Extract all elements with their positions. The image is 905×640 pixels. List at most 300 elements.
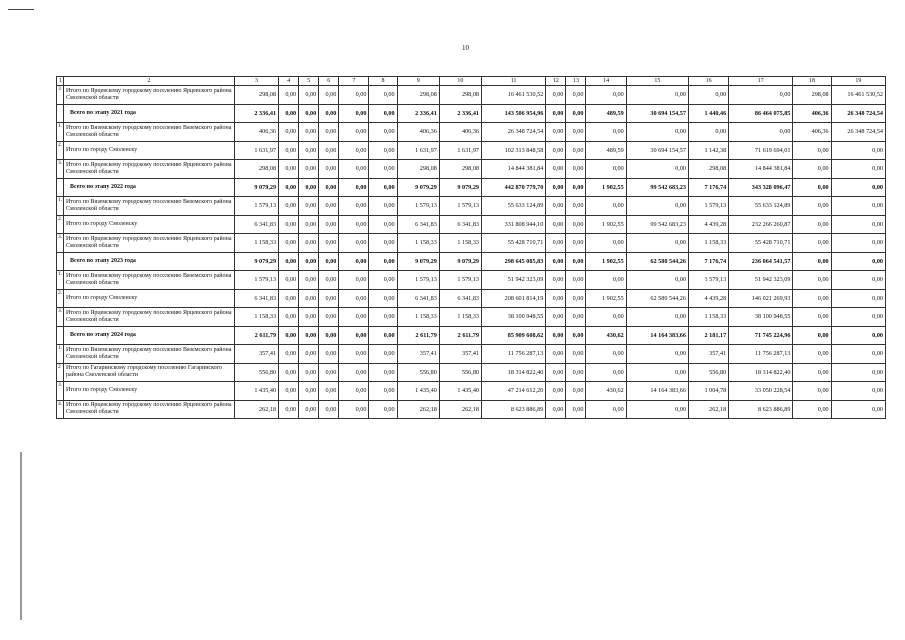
value-cell: 26 348 724,54 bbox=[831, 123, 885, 142]
value-cell: 0,00 bbox=[319, 326, 339, 345]
value-cell: 1 902,55 bbox=[586, 289, 626, 308]
value-cell: 0,00 bbox=[319, 400, 339, 419]
row-number: 3. bbox=[57, 234, 64, 253]
value-cell: 0,00 bbox=[586, 271, 626, 290]
value-cell: 556,80 bbox=[234, 363, 278, 382]
value-cell: 0,00 bbox=[566, 289, 586, 308]
value-cell: 0,00 bbox=[546, 400, 566, 419]
value-cell: 489,59 bbox=[586, 104, 626, 123]
value-cell: 0,00 bbox=[299, 197, 319, 216]
table-row bbox=[57, 197, 886, 216]
value-cell: 0,00 bbox=[369, 215, 397, 234]
value-cell: 0,00 bbox=[279, 400, 299, 419]
table-row bbox=[57, 289, 886, 308]
value-cell: 0,00 bbox=[279, 289, 299, 308]
header-cell: 4 bbox=[279, 77, 299, 86]
row-label: Итого по Вяземскому городскому поселению Вяземского района Смоленской области bbox=[64, 271, 235, 290]
row-number: 3. bbox=[57, 382, 64, 401]
header-cell: 3 bbox=[234, 77, 278, 86]
value-cell: 0,00 bbox=[831, 382, 885, 401]
value-cell: 0,00 bbox=[299, 382, 319, 401]
value-cell: 0,00 bbox=[319, 363, 339, 382]
table-row bbox=[57, 160, 886, 179]
value-cell: 0,00 bbox=[566, 178, 586, 197]
value-cell: 0,00 bbox=[369, 326, 397, 345]
header-cell: 5 bbox=[299, 77, 319, 86]
row-number: 3 bbox=[57, 86, 64, 105]
value-cell: 0,00 bbox=[793, 326, 831, 345]
value-cell: 0,00 bbox=[339, 326, 369, 345]
value-cell: 0,00 bbox=[566, 363, 586, 382]
value-cell: 357,41 bbox=[439, 345, 481, 364]
value-cell: 71 619 694,01 bbox=[729, 141, 793, 160]
header-cell: 13 bbox=[566, 77, 586, 86]
value-cell: 1 579,13 bbox=[234, 271, 278, 290]
value-cell: 30 694 154,57 bbox=[626, 104, 688, 123]
value-cell: 0,00 bbox=[299, 104, 319, 123]
value-cell: 406,36 bbox=[234, 123, 278, 142]
row-label: Итого по городу Смоленску bbox=[64, 289, 235, 308]
value-cell: 0,00 bbox=[793, 308, 831, 327]
value-cell: 0,00 bbox=[369, 308, 397, 327]
value-cell: 0,00 bbox=[729, 123, 793, 142]
value-cell: 0,00 bbox=[339, 197, 369, 216]
value-cell: 0,00 bbox=[339, 141, 369, 160]
value-cell: 0,00 bbox=[546, 86, 566, 105]
value-cell: 0,00 bbox=[626, 123, 688, 142]
stage-total-row bbox=[57, 178, 886, 197]
row-label: Итого по Ярцевскому городскому поселению Ярцевского района Смоленской области bbox=[64, 86, 235, 105]
value-cell: 0,00 bbox=[566, 252, 586, 271]
value-cell: 51 942 323,09 bbox=[729, 271, 793, 290]
value-cell: 0,00 bbox=[793, 271, 831, 290]
value-cell: 0,00 bbox=[546, 345, 566, 364]
value-cell: 0,00 bbox=[688, 123, 728, 142]
value-cell: 556,80 bbox=[439, 363, 481, 382]
value-cell: 262,18 bbox=[439, 400, 481, 419]
value-cell: 0,00 bbox=[546, 215, 566, 234]
value-cell: 0,00 bbox=[299, 345, 319, 364]
value-cell: 1 902,55 bbox=[586, 178, 626, 197]
row-number: 2. bbox=[57, 141, 64, 160]
value-cell: 6 341,83 bbox=[439, 215, 481, 234]
value-cell: 1 579,13 bbox=[439, 271, 481, 290]
value-cell: 0,00 bbox=[546, 197, 566, 216]
value-cell: 0,00 bbox=[793, 234, 831, 253]
row-number: 2. bbox=[57, 289, 64, 308]
table-row bbox=[57, 271, 886, 290]
row-label: Итого по Ярцевскому городскому поселению Ярцевского района Смоленской области bbox=[64, 308, 235, 327]
header-cell: 9 bbox=[397, 77, 439, 86]
value-cell: 0,00 bbox=[546, 252, 566, 271]
value-cell: 0,00 bbox=[546, 326, 566, 345]
value-cell: 0,00 bbox=[546, 104, 566, 123]
value-cell: 0,00 bbox=[793, 252, 831, 271]
value-cell: 406,36 bbox=[397, 123, 439, 142]
value-cell: 0,00 bbox=[299, 326, 319, 345]
value-cell: 0,00 bbox=[339, 104, 369, 123]
row-number: 1. bbox=[57, 123, 64, 142]
value-cell: 55 633 124,89 bbox=[482, 197, 546, 216]
table-row bbox=[57, 363, 886, 382]
row-number bbox=[57, 178, 64, 197]
header-cell: 12 bbox=[546, 77, 566, 86]
value-cell: 9 079,29 bbox=[234, 252, 278, 271]
value-cell: 14 844 381,84 bbox=[729, 160, 793, 179]
header-cell: 15 bbox=[626, 77, 688, 86]
value-cell: 298,08 bbox=[234, 160, 278, 179]
value-cell: 0,00 bbox=[566, 382, 586, 401]
value-cell: 0,00 bbox=[546, 289, 566, 308]
value-cell: 143 506 954,96 bbox=[482, 104, 546, 123]
value-cell: 102 313 848,58 bbox=[482, 141, 546, 160]
table-row bbox=[57, 123, 886, 142]
row-number: 1. bbox=[57, 271, 64, 290]
value-cell: 0,00 bbox=[279, 123, 299, 142]
row-number bbox=[57, 252, 64, 271]
value-cell: 406,36 bbox=[439, 123, 481, 142]
value-cell: 0,00 bbox=[566, 86, 586, 105]
value-cell: 0,00 bbox=[626, 308, 688, 327]
value-cell: 146 021 269,93 bbox=[729, 289, 793, 308]
value-cell: 0,00 bbox=[586, 123, 626, 142]
value-cell: 0,00 bbox=[566, 271, 586, 290]
value-cell: 0,00 bbox=[369, 234, 397, 253]
value-cell: 0,00 bbox=[279, 308, 299, 327]
value-cell: 7 176,74 bbox=[688, 252, 728, 271]
value-cell: 0,00 bbox=[546, 382, 566, 401]
value-cell: 1 902,55 bbox=[586, 252, 626, 271]
value-cell: 1 004,78 bbox=[688, 382, 728, 401]
header-cell: 14 bbox=[586, 77, 626, 86]
value-cell: 0,00 bbox=[319, 86, 339, 105]
value-cell: 0,00 bbox=[586, 160, 626, 179]
value-cell: 55 633 124,89 bbox=[729, 197, 793, 216]
value-cell: 556,80 bbox=[688, 363, 728, 382]
row-label: Всего по этапу 2024 года bbox=[64, 326, 235, 345]
value-cell: 0,00 bbox=[299, 271, 319, 290]
value-cell: 1 158,33 bbox=[439, 308, 481, 327]
value-cell: 11 756 287,13 bbox=[729, 345, 793, 364]
value-cell: 1 158,33 bbox=[234, 308, 278, 327]
value-cell: 0,00 bbox=[319, 252, 339, 271]
value-cell: 2 611,79 bbox=[439, 326, 481, 345]
value-cell: 0,00 bbox=[339, 382, 369, 401]
value-cell: 1 440,46 bbox=[688, 104, 728, 123]
header-cell: 6 bbox=[319, 77, 339, 86]
value-cell: 0,00 bbox=[831, 308, 885, 327]
value-cell: 0,00 bbox=[566, 123, 586, 142]
value-cell: 1 142,38 bbox=[688, 141, 728, 160]
value-cell: 6 341,83 bbox=[234, 289, 278, 308]
value-cell: 262,18 bbox=[397, 400, 439, 419]
value-cell: 0,00 bbox=[299, 141, 319, 160]
value-cell: 1 579,13 bbox=[397, 271, 439, 290]
value-cell: 71 745 224,96 bbox=[729, 326, 793, 345]
value-cell: 357,41 bbox=[688, 345, 728, 364]
value-cell: 0,00 bbox=[319, 345, 339, 364]
value-cell: 406,36 bbox=[793, 104, 831, 123]
value-cell: 236 064 541,57 bbox=[729, 252, 793, 271]
value-cell: 0,00 bbox=[319, 271, 339, 290]
value-cell: 4 439,28 bbox=[688, 215, 728, 234]
value-cell: 0,00 bbox=[626, 160, 688, 179]
value-cell: 0,00 bbox=[793, 289, 831, 308]
value-cell: 0,00 bbox=[319, 289, 339, 308]
value-cell: 0,00 bbox=[546, 363, 566, 382]
value-cell: 85 909 608,62 bbox=[482, 326, 546, 345]
header-row bbox=[57, 77, 886, 86]
value-cell: 262,18 bbox=[688, 400, 728, 419]
value-cell: 18 314 822,40 bbox=[729, 363, 793, 382]
value-cell: 0,00 bbox=[566, 326, 586, 345]
value-cell: 99 542 683,23 bbox=[626, 178, 688, 197]
value-cell: 0,00 bbox=[299, 400, 319, 419]
value-cell: 38 100 948,55 bbox=[729, 308, 793, 327]
value-cell: 0,00 bbox=[369, 289, 397, 308]
value-cell: 0,00 bbox=[339, 345, 369, 364]
value-cell: 0,00 bbox=[339, 271, 369, 290]
value-cell: 0,00 bbox=[299, 123, 319, 142]
value-cell: 16 461 530,52 bbox=[831, 86, 885, 105]
header-cell: 17 bbox=[729, 77, 793, 86]
value-cell: 0,00 bbox=[566, 197, 586, 216]
row-label: Итого по Ярцевскому городскому поселению Ярцевского района Смоленской области bbox=[64, 400, 235, 419]
data-table bbox=[56, 76, 886, 419]
value-cell: 14 164 383,66 bbox=[626, 326, 688, 345]
value-cell: 0,00 bbox=[566, 215, 586, 234]
row-number bbox=[57, 104, 64, 123]
value-cell: 208 601 814,19 bbox=[482, 289, 546, 308]
header-cell: 10 bbox=[439, 77, 481, 86]
value-cell: 99 542 683,23 bbox=[626, 215, 688, 234]
stage-total-row bbox=[57, 326, 886, 345]
value-cell: 0,00 bbox=[299, 160, 319, 179]
value-cell: 0,00 bbox=[688, 86, 728, 105]
value-cell: 0,00 bbox=[369, 382, 397, 401]
row-label: Всего по этапу 2023 года bbox=[64, 252, 235, 271]
value-cell: 7 176,74 bbox=[688, 178, 728, 197]
value-cell: 0,00 bbox=[831, 178, 885, 197]
value-cell: 0,00 bbox=[369, 363, 397, 382]
value-cell: 0,00 bbox=[626, 271, 688, 290]
value-cell: 0,00 bbox=[339, 308, 369, 327]
value-cell: 0,00 bbox=[566, 400, 586, 419]
value-cell: 0,00 bbox=[279, 363, 299, 382]
value-cell: 0,00 bbox=[369, 86, 397, 105]
value-cell: 1 435,40 bbox=[234, 382, 278, 401]
value-cell: 0,00 bbox=[793, 400, 831, 419]
value-cell: 0,00 bbox=[369, 104, 397, 123]
row-number: 4. bbox=[57, 400, 64, 419]
value-cell: 0,00 bbox=[319, 234, 339, 253]
value-cell: 6 341,83 bbox=[439, 289, 481, 308]
header-cell: 16 bbox=[688, 77, 728, 86]
value-cell: 0,00 bbox=[319, 197, 339, 216]
value-cell: 55 428 710,71 bbox=[729, 234, 793, 253]
value-cell: 0,00 bbox=[626, 363, 688, 382]
value-cell: 442 870 779,70 bbox=[482, 178, 546, 197]
value-cell: 0,00 bbox=[319, 123, 339, 142]
value-cell: 1 902,55 bbox=[586, 215, 626, 234]
table-row bbox=[57, 400, 886, 419]
value-cell: 0,00 bbox=[369, 123, 397, 142]
value-cell: 18 314 822,40 bbox=[482, 363, 546, 382]
value-cell: 1 158,33 bbox=[439, 234, 481, 253]
value-cell: 8 623 886,89 bbox=[482, 400, 546, 419]
header-cell: 8 bbox=[369, 77, 397, 86]
value-cell: 0,00 bbox=[546, 271, 566, 290]
value-cell: 0,00 bbox=[279, 178, 299, 197]
value-cell: 0,00 bbox=[793, 345, 831, 364]
value-cell: 343 328 096,47 bbox=[729, 178, 793, 197]
value-cell: 6 341,83 bbox=[234, 215, 278, 234]
value-cell: 0,00 bbox=[566, 345, 586, 364]
value-cell: 0,00 bbox=[566, 160, 586, 179]
value-cell: 1 158,33 bbox=[397, 308, 439, 327]
value-cell: 0,00 bbox=[319, 382, 339, 401]
top-left-rule bbox=[8, 9, 34, 10]
row-label: Итого по городу Смоленску bbox=[64, 141, 235, 160]
value-cell: 9 079,29 bbox=[439, 178, 481, 197]
value-cell: 0,00 bbox=[279, 271, 299, 290]
page-number: 10 bbox=[462, 44, 469, 52]
value-cell: 0,00 bbox=[339, 400, 369, 419]
value-cell: 0,00 bbox=[279, 252, 299, 271]
value-cell: 0,00 bbox=[793, 197, 831, 216]
scan-margin-line bbox=[20, 452, 22, 620]
value-cell: 0,00 bbox=[586, 308, 626, 327]
value-cell: 0,00 bbox=[319, 308, 339, 327]
value-cell: 0,00 bbox=[831, 234, 885, 253]
value-cell: 0,00 bbox=[339, 252, 369, 271]
value-cell: 0,00 bbox=[729, 86, 793, 105]
value-cell: 0,00 bbox=[831, 215, 885, 234]
value-cell: 26 348 724,54 bbox=[482, 123, 546, 142]
row-label: Всего по этапу 2022 года bbox=[64, 178, 235, 197]
value-cell: 0,00 bbox=[279, 86, 299, 105]
value-cell: 0,00 bbox=[546, 234, 566, 253]
value-cell: 1 579,13 bbox=[688, 197, 728, 216]
value-cell: 2 181,17 bbox=[688, 326, 728, 345]
value-cell: 0,00 bbox=[566, 141, 586, 160]
value-cell: 0,00 bbox=[299, 363, 319, 382]
value-cell: 0,00 bbox=[793, 382, 831, 401]
value-cell: 0,00 bbox=[546, 178, 566, 197]
value-cell: 0,00 bbox=[793, 178, 831, 197]
value-cell: 0,00 bbox=[339, 363, 369, 382]
value-cell: 0,00 bbox=[339, 215, 369, 234]
value-cell: 298 645 085,83 bbox=[482, 252, 546, 271]
value-cell: 1 579,13 bbox=[234, 197, 278, 216]
value-cell: 30 694 154,57 bbox=[626, 141, 688, 160]
row-number: 2. bbox=[57, 215, 64, 234]
value-cell: 2 611,79 bbox=[234, 326, 278, 345]
value-cell: 298,08 bbox=[793, 86, 831, 105]
value-cell: 1 435,40 bbox=[439, 382, 481, 401]
value-cell: 1 158,33 bbox=[397, 234, 439, 253]
row-label: Итого по городу Смоленску bbox=[64, 215, 235, 234]
value-cell: 0,00 bbox=[279, 345, 299, 364]
value-cell: 0,00 bbox=[626, 197, 688, 216]
value-cell: 0,00 bbox=[299, 289, 319, 308]
value-cell: 0,00 bbox=[831, 289, 885, 308]
row-label: Итого по Вяземскому городскому поселению Вяземского района Смоленской области bbox=[64, 123, 235, 142]
value-cell: 0,00 bbox=[566, 104, 586, 123]
table-row bbox=[57, 382, 886, 401]
value-cell: 430,62 bbox=[586, 382, 626, 401]
value-cell: 0,00 bbox=[831, 400, 885, 419]
value-cell: 0,00 bbox=[279, 141, 299, 160]
value-cell: 0,00 bbox=[831, 160, 885, 179]
row-label: Итого по Гагаринскому городскому поселению Гагаринского района Смоленской области bbox=[64, 363, 235, 382]
table-row bbox=[57, 141, 886, 160]
row-number: 3. bbox=[57, 160, 64, 179]
value-cell: 0,00 bbox=[369, 400, 397, 419]
value-cell: 0,00 bbox=[831, 326, 885, 345]
value-cell: 0,00 bbox=[831, 252, 885, 271]
value-cell: 0,00 bbox=[369, 178, 397, 197]
value-cell: 6 341,83 bbox=[397, 215, 439, 234]
value-cell: 0,00 bbox=[279, 197, 299, 216]
value-cell: 62 580 544,26 bbox=[626, 289, 688, 308]
value-cell: 0,00 bbox=[626, 400, 688, 419]
value-cell: 1 158,33 bbox=[234, 234, 278, 253]
value-cell: 556,80 bbox=[397, 363, 439, 382]
row-number: 3. bbox=[57, 308, 64, 327]
value-cell: 11 756 287,13 bbox=[482, 345, 546, 364]
value-cell: 0,00 bbox=[279, 234, 299, 253]
value-cell: 2 336,41 bbox=[234, 104, 278, 123]
value-cell: 0,00 bbox=[279, 160, 299, 179]
table-row bbox=[57, 234, 886, 253]
value-cell: 298,08 bbox=[234, 86, 278, 105]
header-cell: 1 bbox=[57, 77, 64, 86]
row-label: Итого по Ярцевскому городскому поселению Ярцевского района Смоленской области bbox=[64, 160, 235, 179]
value-cell: 0,00 bbox=[279, 382, 299, 401]
value-cell: 0,00 bbox=[339, 86, 369, 105]
value-cell: 0,00 bbox=[369, 160, 397, 179]
value-cell: 0,00 bbox=[831, 271, 885, 290]
stage-total-row bbox=[57, 104, 886, 123]
value-cell: 0,00 bbox=[279, 215, 299, 234]
header-cell: 11 bbox=[482, 77, 546, 86]
value-cell: 16 461 530,52 bbox=[482, 86, 546, 105]
value-cell: 331 808 944,10 bbox=[482, 215, 546, 234]
value-cell: 0,00 bbox=[369, 271, 397, 290]
value-cell: 0,00 bbox=[279, 104, 299, 123]
value-cell: 1 579,13 bbox=[439, 197, 481, 216]
value-cell: 0,00 bbox=[831, 197, 885, 216]
value-cell: 0,00 bbox=[566, 308, 586, 327]
value-cell: 0,00 bbox=[319, 178, 339, 197]
value-cell: 1 579,13 bbox=[397, 197, 439, 216]
value-cell: 0,00 bbox=[299, 252, 319, 271]
row-label: Итого по Ярцевскому городскому поселению Ярцевского района Смоленской области bbox=[64, 234, 235, 253]
value-cell: 0,00 bbox=[586, 363, 626, 382]
value-cell: 0,00 bbox=[369, 197, 397, 216]
value-cell: 33 050 228,54 bbox=[729, 382, 793, 401]
value-cell: 1 631,97 bbox=[439, 141, 481, 160]
row-number: 1. bbox=[57, 345, 64, 364]
value-cell: 1 435,40 bbox=[397, 382, 439, 401]
value-cell: 1 158,33 bbox=[688, 234, 728, 253]
value-cell: 2 611,79 bbox=[397, 326, 439, 345]
value-cell: 14 164 383,66 bbox=[626, 382, 688, 401]
value-cell: 38 100 948,55 bbox=[482, 308, 546, 327]
row-label: Итого по Вяземскому городскому поселению Вяземского района Смоленской области bbox=[64, 197, 235, 216]
value-cell: 0,00 bbox=[586, 400, 626, 419]
